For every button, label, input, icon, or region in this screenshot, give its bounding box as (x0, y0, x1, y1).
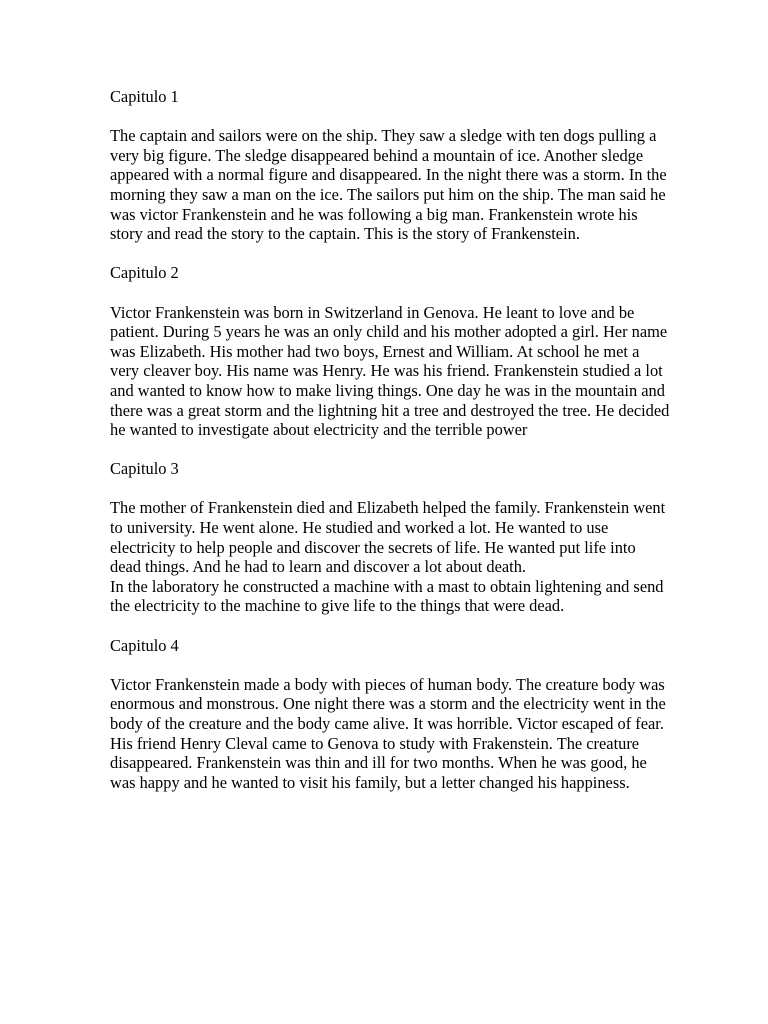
chapter-1 (110, 87, 670, 244)
chapter-paragraph: The captain and sailors were on the ship. They saw a sledge with ten dogs pulling a very big figure. The sledge disappeared behind a mountain of ice. Another sledge appeared with a normal figure and disappeared. In the night there was a storm. In the morning they saw a man on the ice. The sailors put him on the ship. The man said he was victor Frankenstein and he was following a big man. Frankenstein wrote his story and read the story to the captain. This is the story of Frankenstein. (110, 126, 667, 244)
chapter-heading: Capitulo 3 (110, 459, 179, 479)
chapter-heading: Capitulo 4 (110, 635, 179, 655)
chapter-paragraph: Victor Frankenstein was born in Switzerland in Genova. He leant to love and be patient. During 5 years he was an only child and his mother adopted a girl. Her name was Elizabeth. His mother had two boys, Ernest and William. At school he met a very cleaver boy. His name was Henry. He was his friend. Frankenstein studied a lot and wanted to know how to make living things. One day he was in the mountain and there was a great storm and the lightning hit a tree and destroyed the tree. He decided he wanted to investigate about electricity and the terrible power (110, 302, 670, 440)
chapter-paragraph: Victor Frankenstein made a body with pieces of human body. The creature body was enormous and monstrous. One night there was a storm and the electricity went in the body of the creature and the body came alive. It was horrible. Victor escaped of fear. His friend Henry Cleval came to Genova to study with Frakenstein. The creature disappeared. Frankenstein was thin and ill for two months. When he was good, he was happy and he wanted to visit his family, but a letter changed his happiness. (110, 674, 666, 792)
chapter-3 (110, 459, 670, 616)
chapter-2 (110, 263, 670, 439)
chapter-paragraph: The mother of Frankenstein died and Elizabeth helped the family. Frankenstein went to university. He went alone. He studied and worked a lot. He wanted to use electricity to help people and discover the secrets of life. He wanted put life into dead things. And he had to learn and discover a lot about death. (110, 498, 666, 577)
chapter-4 (110, 636, 670, 793)
chapter-heading: Capitulo 2 (110, 263, 179, 283)
document-page (110, 87, 670, 812)
chapter-heading: Capitulo 1 (110, 87, 179, 106)
chapter-paragraph: In the laboratory he constructed a machine with a mast to obtain lightening and send the electricity to the machine to give life to the things that were dead. (110, 576, 664, 616)
